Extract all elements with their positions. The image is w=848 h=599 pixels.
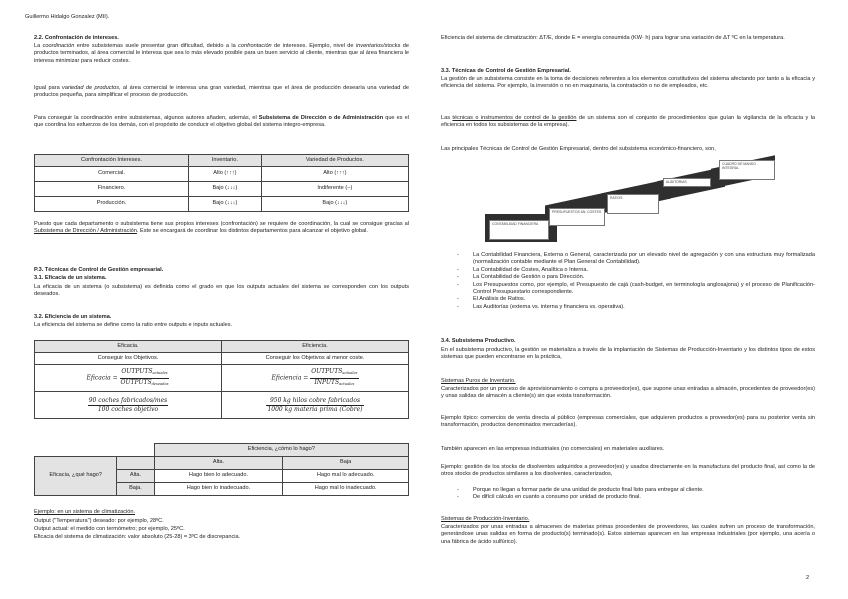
paragraph-coordination: La coordinación entre subsistemas suele presentar gran dificultad, debido a la confrontación de intereses. Ejemplo, nivel de inventarios/stocks de productos terminados, al área comercial le interesa que sea lo más elevado posible para un buen servicio al cliente, mientras que al área financiera le interesa minimizar para reducir costes. <box>34 43 409 64</box>
paragraph-climate-efficiency: Eficiencia del sistema de climatización: ΔT/E, donde E = energía consumida (KW· h) para lograr una variación de ΔT ºC en la temperatura. <box>441 35 785 41</box>
section-3-2-title: 3.2. Eficiencia de un sistema. <box>34 314 112 320</box>
efficacy-example: $\frac{\text{90 coches fabricados/mes}}{\text{100 coches objetivo}}$ <box>35 392 222 419</box>
list-item: - De difícil cálculo en cuanto a consumo por unidad de producto final. <box>457 494 815 501</box>
paragraph-coordination-summary: Puesto que cada departamento o subsistema tiene sus propios intereses (confrontación) se requiere de coordinación, la cual se consigue gracias al Subsistema de Dirección / Administración. Este se encargará de coordinar los distintos departamentos para alcanzar el objetivo global. <box>34 221 409 235</box>
matrix-row-header: Eficacia, ¿qué hago? <box>35 457 117 496</box>
table-row: Producción. Bajo (↓↓↓) Bajo (↓↓↓) <box>35 197 409 212</box>
table-header: Inventario. <box>189 155 262 167</box>
list-item: - El Análisis de Ratios. <box>457 296 815 303</box>
paragraph-industrial: También aparecen en las empresas industriales (no comerciales) en materiales auxiliares. <box>441 446 665 452</box>
solvents-characteristics-list <box>457 487 815 502</box>
example-title: Ejemplo: en un sistema de climatización. <box>34 509 136 515</box>
paragraph-efficacy: La eficacia de un sistema (o subsistema) es definida como el grado en que los outputs actuales del sistema se corresponden con los outputs deseados. <box>34 284 409 298</box>
table-row: Comercial. Alto (↑↑↑) Alto (↑↑↑) <box>35 167 409 182</box>
paragraph-productive-subsystem: En el subsistema productivo, la gestión se materializa a través de la implantación de Sistemas de Producción-Inventario y los distintos tipos de estos sistemas que pueden encontrarse en la práctica, <box>441 347 815 361</box>
subsection-pure-inventory: Sistemas Puros de Inventario. <box>441 378 516 384</box>
paragraph-control-techniques: Las técnicas o instrumentos de control de la gestión de un sistema son el conjunto de procedimientos que guían la vigilancia de la eficacia y la eficiencia en todos los subsistemas de la empresa). <box>441 115 815 129</box>
techniques-staircase-diagram <box>485 160 805 250</box>
efficacy-formula: Eficacia = $\frac{OUTPUTS_{actuales}}{OUTPUTS_{deseados}}$ <box>35 365 222 392</box>
table-row: Financiero. Bajo (↓↓↓) Indiferente (−) <box>35 182 409 197</box>
table-row: Baja. Hago bien lo inadecuado. Hago mal lo inadecuado. <box>35 483 409 496</box>
section-p3-title: P.3. Técnicas de Control de Gestión empresarial. <box>34 267 164 273</box>
paragraph-pure-inventory: Caracterizados por un proceso de aprovisionamiento o compra a proveedor(es), que supone unas entradas a almacén, procedentes de proveedor(es) y unas salidas de almacén a cliente(s) sin que exista transformación. <box>441 386 815 400</box>
stair-label-scorecard: CUADRO DE MANDO INTEGRAL <box>719 160 775 180</box>
efficiency-example: $\frac{\text{950 kg hilos cobre fabricados}}{\text{1000 kg materia prima (Cobre)}}$ <box>222 392 409 419</box>
table-header: Eficiencia. <box>222 341 409 353</box>
table-header: Alta. <box>154 457 283 470</box>
paragraph-production-inventory: Caracterizados por unas entradas a almacenes de materias primas procedentes de proveedores, las cuales sufren un proceso de transformación, generándose unas salidas en forma de producto(s) terminado(s). Estos sistemas aparecen en las empresas industriales (por ejemplo, una acería o una fábrica de ácido sulfúrico). <box>441 524 815 545</box>
section-3-4-title: 3.4. Subsistema Productivo. <box>441 338 516 344</box>
paragraph-typical-example: Ejemplo típico: comercios de venta directa al público (empresas comerciales, que adquieren productos a proveedor(es) para su posterior venta sin transformación, productos denominados mercaderías). <box>441 415 815 429</box>
subsection-production-inventory: Sistemas de Producción-Inventario. <box>441 516 530 522</box>
efficacy-efficiency-table <box>34 340 409 419</box>
example-line-3: Eficacia del sistema de climatización: valor absoluto (25-28) = 3ºC de discrepancia. <box>34 534 241 540</box>
example-line-1: Output ("Temperatura") deseado: por ejemplo, 28ºC. <box>34 518 164 524</box>
section-3-1-title: 3.1. Eficacia de un sistema. <box>34 275 107 281</box>
techniques-list <box>457 252 815 311</box>
paragraph-direction-subsystem: Para conseguir la coordinación entre subsistemas, algunos autores añaden, además, el Subsistema de Dirección o de Administración que es el que coordina los esfuerzos de los demás, con el propósito de conducir el objetivo global del sistema integro-empresa. <box>34 115 409 129</box>
example-line-2: Output actual: el medido con termómetro; por ejemplo, 25ºC. <box>34 526 185 532</box>
efficiency-formula: Eficiencia = $\frac{OUTPUTS_{actuales}}{INPUTS_{actuales}}$ <box>222 365 409 392</box>
stair-label-accounting: CONTABILIDAD FINANCIERA <box>489 220 549 240</box>
table-header: Variedad de Productos. <box>261 155 408 167</box>
stair-label-ratios: RATIOS <box>607 194 659 214</box>
list-item: - La Contabilidad Financiera, Externa o General, caracterizada por un elevado nivel de agregación y con una estructura muy formalizada (normalización contable mediante el Plan General de Contabilidad). <box>457 252 815 267</box>
efficacy-efficiency-matrix <box>34 443 409 496</box>
section-2-2-title: 2.2. Confrontación de intereses. <box>34 35 119 41</box>
paragraph-efficiency: La eficiencia del sistema se define como la ratio entre outputs e inputs actuales. <box>34 322 233 328</box>
stair-label-budgets: PRESUPUESTOS AN. COSTES <box>549 208 605 226</box>
table-row <box>35 392 409 419</box>
matrix-top-header: Eficiencia, ¿cómo lo hago? <box>154 444 408 457</box>
author-header: Guillermo Hidalgo Gonzalez (MII). <box>25 14 110 20</box>
list-item: - Las Auditorías (externa vs. interna y financiera vs. operativa). <box>457 304 815 311</box>
list-item: - La Contabilidad de Costes, Analítica o Interna. <box>457 267 815 274</box>
table-header: Eficacia. <box>35 341 222 353</box>
list-item: - Porque no llegan a formar parte de una unidad de producto final listo para entregar al cliente. <box>457 487 815 494</box>
paragraph-main-techniques: Las principales Técnicas de Control de Gestión Empresarial, dentro del subsistema económico-financiero, son, <box>441 146 716 152</box>
paragraph-solvents-example: Ejemplo: gestión de los stocks de disolventes adquiridos a proveedor(es) y usados directamente en la manufactura del producto final, así como la de otros stocks de productos similares a los disolventes, caracterizados, <box>441 464 815 478</box>
table-header: Baja <box>283 457 409 470</box>
confrontation-table <box>34 154 409 212</box>
section-3-3-title: 3.3. Técnicas de Control de Gestión Empresarial. <box>441 68 571 74</box>
paragraph-management: La gestión de un subsistema consiste en la toma de decisiones referentes a los elementos constitutivos del sistema afectando por tanto a la eficacia y eficiencia del sistema. Por ejemplo, la inversión o no en maquinaria, la contratación o no de empleados, etc. <box>441 76 815 90</box>
list-item: - La Contabilidad de Gestión o para Dirección. <box>457 274 815 281</box>
table-row: Conseguir los Objetivos. Conseguir los Objetivos al menor coste. <box>35 353 409 365</box>
table-header: Confrontación Intereses. <box>35 155 189 167</box>
page-number: 2 <box>806 575 810 581</box>
stair-label-audits: AUDITORIAS <box>663 178 711 187</box>
list-item: - Los Presupuestos como, por ejemplo, el Presupuesto de cajá (cash-budget, en terminología anglosajona) y el proceso de Planificación-Control Presupuestario correspondiente. <box>457 282 815 297</box>
paragraph-variety: Igual para variedad de productos, al área comercial le interesa una gran variedad, mientras que el área de producción desearía una variedad de productos pequeña, para simplificar el proceso de producción. <box>34 85 409 99</box>
table-row: Alta. Hago bien lo adecuado. Hago mal lo adecuado. <box>35 470 409 483</box>
table-row <box>35 365 409 392</box>
